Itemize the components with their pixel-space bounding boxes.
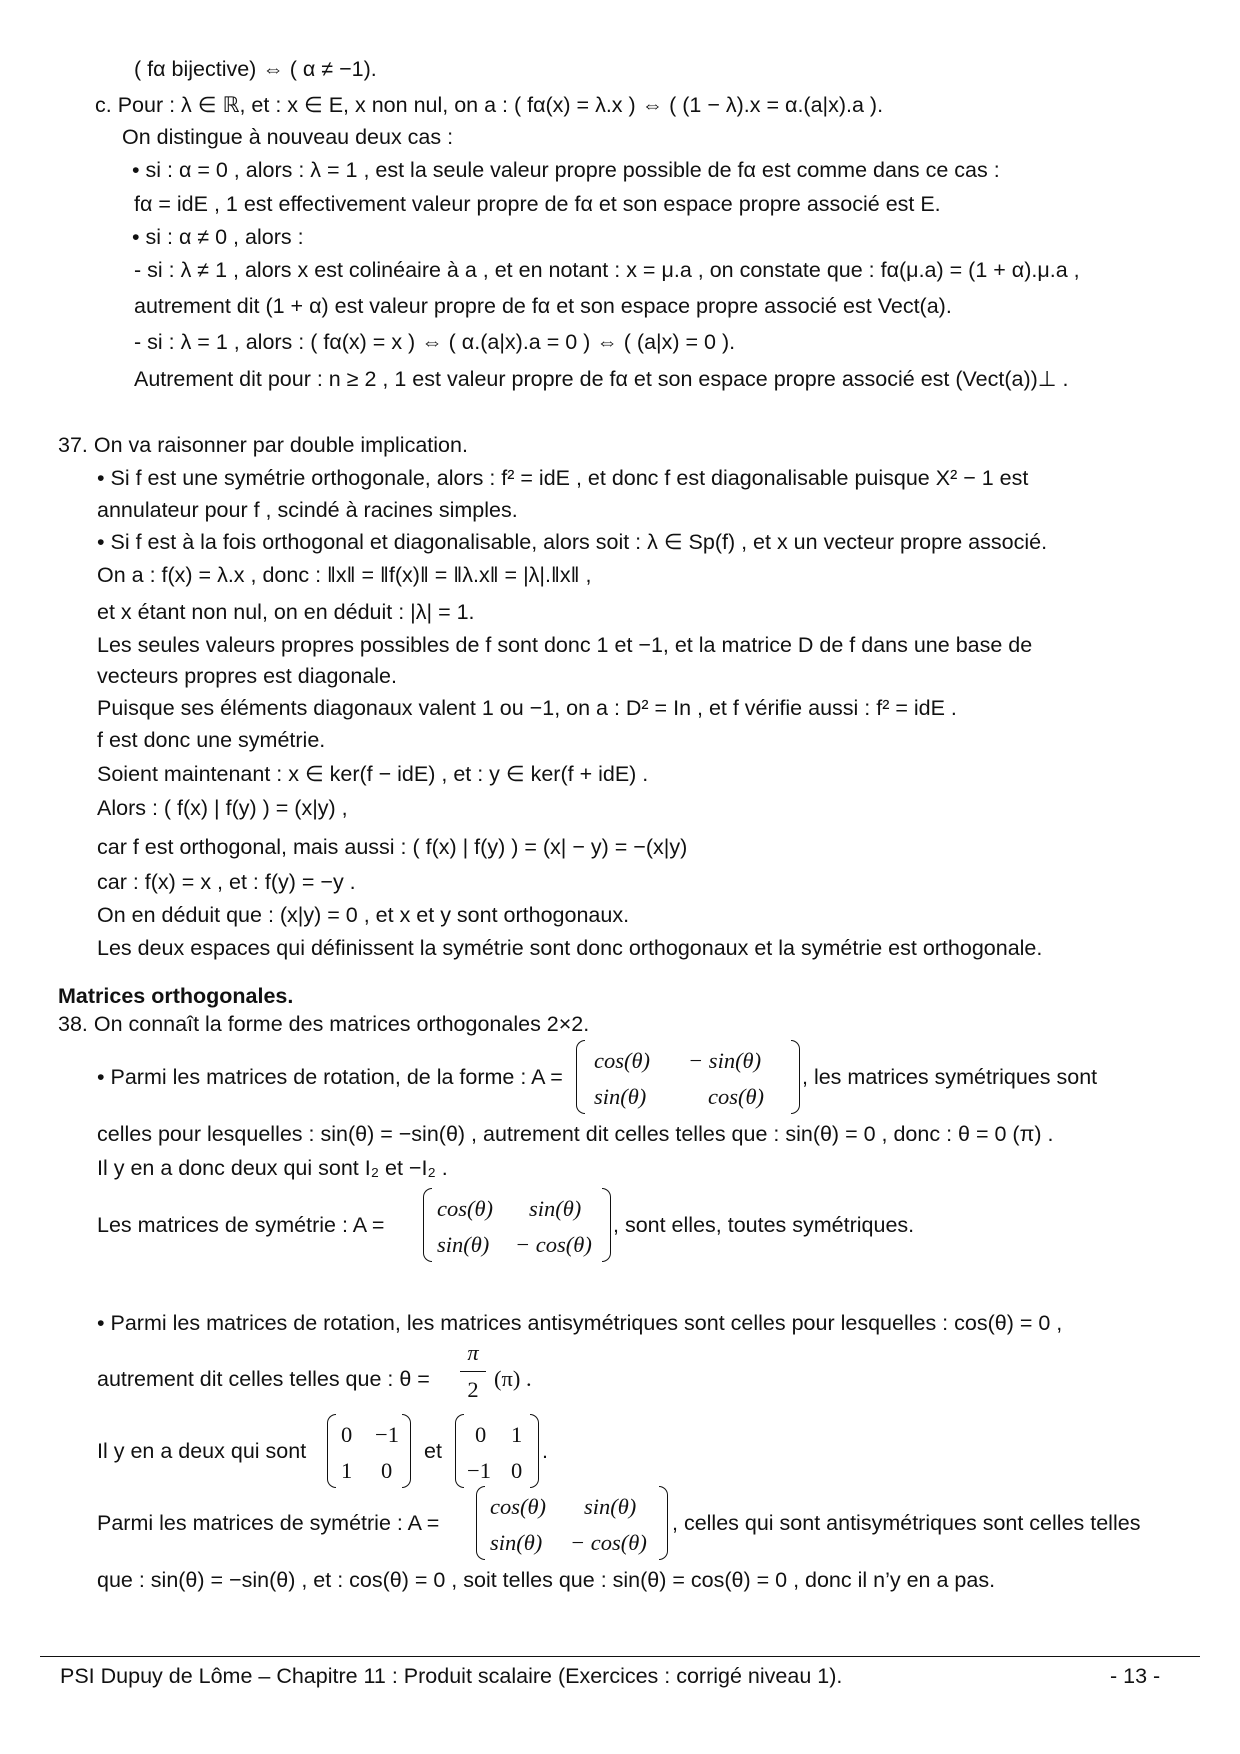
text-line: annulateur pour f , scindé à racines simples.	[97, 498, 518, 522]
right-paren	[791, 1040, 800, 1114]
antisymmetric-matrix-2	[455, 1414, 539, 1488]
text-line: fα = idE , 1 est effectivement valeur propre de fα et son espace propre associé est E.	[134, 192, 941, 216]
text-line: Parmi les matrices de symétrie : A =	[97, 1511, 440, 1535]
matrix-cell: 1	[511, 1422, 523, 1447]
text-line: f est donc une symétrie.	[97, 728, 326, 752]
text-line: On en déduit que : (x|y) = 0 , et x et y sont orthogonaux.	[97, 903, 630, 927]
symmetry-matrix	[423, 1188, 611, 1262]
text-line: autrement dit (1 + α) est valeur propre de fα et son espace propre associé est Vect(a).	[134, 294, 952, 318]
text-line: Autrement dit pour : n ≥ 2 , 1 est valeur propre de fα et son espace propre associé est (Vect(a))⊥ .	[134, 367, 1069, 391]
text-line: celles pour lesquelles : sin(θ) = −sin(θ) , autrement dit celles telles que : sin(θ) = 0 , donc : θ = 0 (π) .	[97, 1122, 1054, 1146]
right-paren	[530, 1414, 539, 1488]
text-line: car f est orthogonal, mais aussi : ( f(x) | f(y) ) = (x| − y) = −(x|y)	[97, 835, 688, 859]
matrix-cell: cos(θ)	[708, 1084, 765, 1109]
text-line: Les seules valeurs propres possibles de f sont donc 1 et −1, et la matrice D de f dans une base de	[97, 633, 1033, 657]
text-line: Les deux espaces qui définissent la symétrie sont donc orthogonaux et la symétrie est orthogonale.	[97, 936, 1043, 960]
text-line: que : sin(θ) = −sin(θ) , et : cos(θ) = 0 , soit telles que : sin(θ) = cos(θ) = 0 , donc il n’y en a pas.	[97, 1568, 996, 1592]
fraction-bar	[460, 1371, 486, 1372]
text-line: vecteurs propres est diagonale.	[97, 664, 397, 688]
text-line: autrement dit celles telles que : θ =	[97, 1367, 430, 1391]
text-line: ( fα bijective) ⇔ ( α ≠ −1).	[134, 57, 377, 81]
text-line: Les matrices de symétrie : A =	[97, 1213, 385, 1237]
text-line: • Si f est à la fois orthogonal et diagonalisable, alors soit : λ ∈ Sp(f) , et x un vecteur propre associé.	[97, 530, 1048, 554]
exercise-38-heading: 38. On connaît la forme des matrices orthogonales 2×2.	[58, 1012, 590, 1036]
text-line: On a : f(x) = λ.x , donc : ‖x‖ = ‖f(x)‖ = ‖λ.x‖ = |λ|.‖x‖ ,	[97, 563, 592, 587]
text-line: - si : λ ≠ 1 , alors x est colinéaire à a , et en notant : x = μ.a , on constate que : fα(μ.a) = (1 + α).μ.a ,	[134, 258, 1080, 282]
text-line: Alors : ( f(x) | f(y) ) = (x|y) ,	[97, 796, 348, 820]
text-line: , celles qui sont antisymétriques sont celles telles	[672, 1511, 1141, 1535]
text-line: Puisque ses éléments diagonaux valent 1 ou −1, on a : D² = In , et f vérifie aussi : f² = idE .	[97, 696, 957, 720]
footer-rule	[40, 1656, 1200, 1657]
period: .	[542, 1439, 548, 1463]
fraction-denominator: 2	[467, 1377, 479, 1402]
text-line: • Parmi les matrices de rotation, les matrices antisymétriques sont celles pour lesquelles : cos(θ) = 0 ,	[97, 1311, 1063, 1335]
matrix-cell: 0	[511, 1458, 523, 1483]
text-line: (π) .	[494, 1366, 532, 1391]
matrix-cell: sin(θ)	[490, 1530, 543, 1555]
text-line: c. Pour : λ ∈ ℝ, et : x ∈ E, x non nul, on a : ( fα(x) = λ.x ) ⇔ ( (1 − λ).x = α.(a|x).a ).	[95, 93, 884, 117]
right-paren	[402, 1414, 411, 1488]
matrix-cell: −1	[375, 1422, 399, 1447]
text-line: , les matrices symétriques sont	[802, 1065, 1098, 1089]
left-paren	[476, 1486, 485, 1560]
text-line: • Si f est une symétrie orthogonale, alors : f² = idE , et donc f est diagonalisable puisque X² − 1 est	[97, 466, 1029, 490]
text-line: et x étant non nul, on en déduit : |λ| = 1.	[97, 600, 475, 624]
footer-title: PSI Dupuy de Lôme – Chapitre 11 : Produit scalaire (Exercices : corrigé niveau 1).	[60, 1664, 843, 1688]
matrix-cell: 0	[475, 1422, 487, 1447]
rotation-matrix	[576, 1040, 800, 1114]
right-paren	[659, 1486, 668, 1560]
matrix-cell: 1	[341, 1458, 353, 1483]
section-heading: Matrices orthogonales.	[58, 984, 294, 1008]
matrix-cell: 0	[381, 1458, 393, 1483]
text-line: On distingue à nouveau deux cas :	[122, 125, 454, 149]
exercise-37-heading: 37. On va raisonner par double implication.	[58, 433, 468, 457]
left-paren	[327, 1414, 336, 1488]
matrix-cell: sin(θ)	[529, 1196, 582, 1221]
text-line: - si : λ = 1 , alors : ( fα(x) = x ) ⇔ ( α.(a|x).a = 0 ) ⇔ ( (a|x) = 0 ).	[134, 330, 736, 354]
text-line: car : f(x) = x , et : f(y) = −y .	[97, 870, 356, 894]
matrix-cell: −1	[467, 1458, 491, 1483]
symmetry-matrix-2	[476, 1486, 668, 1560]
antisymmetric-matrix-1	[327, 1414, 411, 1488]
text-line: Il y en a donc deux qui sont I₂ et −I₂ .	[97, 1156, 448, 1180]
matrix-cell: cos(θ)	[594, 1048, 651, 1073]
text-line: • si : α = 0 , alors : λ = 1 , est la seule valeur propre possible de fα est comme dans ce cas :	[132, 158, 1000, 182]
matrix-cell: − sin(θ)	[688, 1048, 762, 1073]
text-line: , sont elles, toutes symétriques.	[613, 1213, 915, 1237]
left-paren	[576, 1040, 585, 1114]
fraction-numerator: π	[467, 1340, 479, 1365]
matrix-cell: sin(θ)	[584, 1494, 637, 1519]
matrix-cell: cos(θ)	[437, 1196, 494, 1221]
matrix-cell: − cos(θ)	[570, 1530, 647, 1555]
matrix-cell: cos(θ)	[490, 1494, 547, 1519]
matrix-cell: sin(θ)	[437, 1232, 490, 1257]
text-line: • si : α ≠ 0 , alors :	[132, 225, 304, 249]
text-line: et	[424, 1439, 442, 1463]
text-line: • Parmi les matrices de rotation, de la forme : A =	[97, 1065, 563, 1089]
matrix-cell: − cos(θ)	[515, 1232, 592, 1257]
text-line: Soient maintenant : x ∈ ker(f − idE) , et : y ∈ ker(f + idE) .	[97, 762, 649, 786]
text-line: Il y en a deux qui sont	[97, 1439, 307, 1463]
left-paren	[423, 1188, 432, 1262]
right-paren	[602, 1188, 611, 1262]
matrix-cell: 0	[341, 1422, 353, 1447]
page-number: - 13 -	[1110, 1664, 1161, 1688]
left-paren	[455, 1414, 464, 1488]
matrix-cell: sin(θ)	[594, 1084, 647, 1109]
